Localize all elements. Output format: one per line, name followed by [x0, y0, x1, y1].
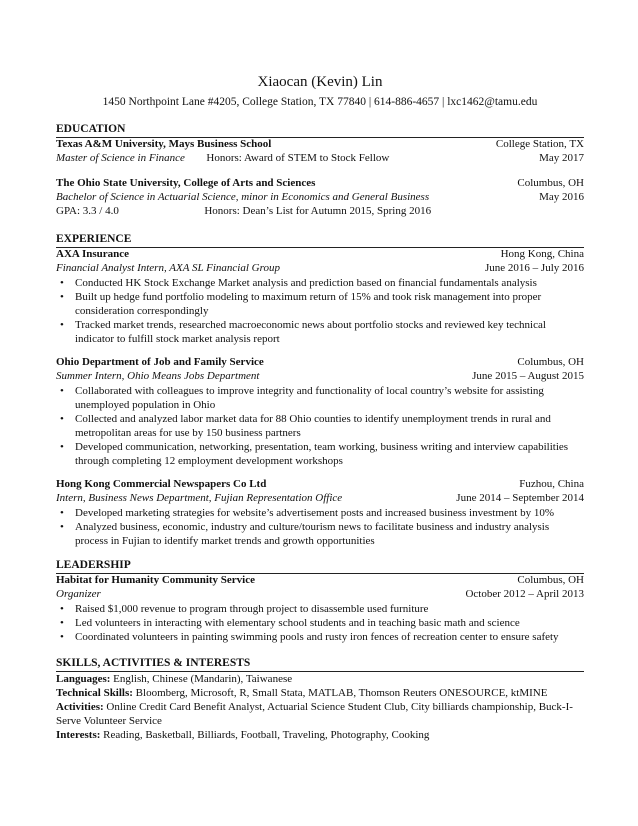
skill-technical: Technical Skills: Bloomberg, Microsoft, R, Small Stata, MATLAB, Thomson Reuters ONESOURCE, ktMINE [56, 687, 548, 699]
exp-3-detail [56, 492, 584, 505]
bullet-item: • Collaborated with colleagues to improve integrity and functionality of local country’s website for assisting unemployed population in Ohio [60, 385, 544, 411]
exp-1-org: AXA Insurance [56, 248, 130, 260]
lead-header [56, 574, 584, 587]
bullet-icon: • [60, 631, 64, 643]
experience-heading: EXPERIENCE [56, 232, 584, 248]
edu-1-degree: Master of Science in Finance [56, 152, 185, 164]
bullet-icon: • [60, 521, 64, 533]
exp-3-date: June 2014 – September 2014 [456, 492, 584, 504]
edu-1-detail [56, 152, 584, 165]
exp-2-detail [56, 370, 584, 383]
edu-1-honors: Honors: Award of STEM to Stock Fellow [206, 152, 390, 164]
bullet-item: • Tracked market trends, researched macroeconomic news about portfolio stocks and reviewed key technical indicator to fulfill stock market analysis report [60, 319, 546, 345]
bullet-item: • Analyzed business, economic, industry and culture/tourism news to facilitate business and industry analysis process in Fujian to identify market trends and growth opportunities [60, 521, 550, 547]
edu-2-date: May 2016 [539, 191, 584, 203]
bullet-icon: • [60, 617, 64, 629]
edu-1-school: Texas A&M University, Mays Business School [56, 138, 272, 150]
edu-2-gpa: GPA: 3.3 / 4.0 [56, 205, 119, 217]
lead-date: October 2012 – April 2013 [465, 588, 584, 600]
bullet-item: • Raised $1,000 revenue to program through project to disassemble used furniture [60, 603, 429, 615]
skill-languages: Languages: English, Chinese (Mandarin), Taiwanese [56, 673, 293, 685]
edu-2-school: The Ohio State University, College of Arts and Sciences [56, 177, 316, 189]
edu-2-detail [56, 191, 584, 204]
skills-heading: SKILLS, ACTIVITIES & INTERESTS [56, 656, 584, 672]
exp-2-org: Ohio Department of Job and Family Service [56, 356, 264, 368]
exp-2-date: June 2015 – August 2015 [472, 370, 584, 382]
bullet-icon: • [60, 291, 64, 303]
edu-1-location: College Station, TX [495, 138, 584, 150]
exp-3-title: Intern, Business News Department, Fujian Representation Office [56, 492, 343, 504]
exp-3-header [56, 478, 584, 491]
exp-2-location: Columbus, OH [517, 356, 584, 368]
exp-3-org: Hong Kong Commercial Newspapers Co Ltd [56, 478, 267, 490]
edu-2-extra [56, 205, 584, 218]
exp-1-title: Financial Analyst Intern, AXA SL Financial Group [56, 262, 280, 274]
exp-2-header [56, 356, 584, 369]
edu-2-honors: Honors: Dean’s List for Autumn 2015, Spring 2016 [204, 205, 432, 217]
bullet-icon: • [60, 603, 64, 615]
bullet-item: • Led volunteers in interacting with elementary school students and in teaching basic math and science [60, 617, 520, 629]
exp-1-date: June 2016 – July 2016 [485, 262, 584, 274]
exp-2-title: Summer Intern, Ohio Means Jobs Department [56, 370, 260, 382]
contact-line: 1450 Northpoint Lane #4205, College Station, TX 77840 | 614-886-4657 | lxc1462@tamu.edu [102, 96, 538, 108]
bullet-item: • Coordinated volunteers in painting swimming pools and rusty iron fences of recreation center to ensure safety [60, 631, 559, 643]
bullet-item: • Built up hedge fund portfolio modeling to maximum return of 15% and took risk management into proper consideration correspondingly [60, 291, 542, 317]
bullet-icon: • [60, 441, 64, 453]
bullet-item: • Collected and analyzed labor market data for 88 Ohio counties to identify unemployment trends in rural and metropolitan areas for use by 150 business partners [60, 413, 551, 439]
bullet-item: • Developed communication, networking, presentation, team working, business writing and interview capabilities through completing 12 employment development workshops [60, 441, 569, 467]
skill-interests: Interests: Reading, Basketball, Billiards, Football, Traveling, Photography, Cooking [56, 729, 430, 741]
resume-name: Xiaocan (Kevin) Lin [257, 74, 383, 90]
skill-activities: Activities: Online Credit Card Benefit Analyst, Actuarial Science Student Club, City billiards championship, Buck-I-Serve Volunteer Service [56, 701, 573, 727]
edu-2-location: Columbus, OH [517, 177, 584, 189]
bullet-icon: • [60, 507, 64, 519]
bullet-icon: • [60, 385, 64, 397]
exp-1-header [56, 248, 584, 261]
edu-1-date: May 2017 [539, 152, 584, 164]
edu-2-degree: Bachelor of Science in Actuarial Science, minor in Economics and General Business [56, 191, 430, 203]
bullet-item: • Conducted HK Stock Exchange Market analysis and prediction based on financial fundamentals analysis [60, 277, 537, 289]
lead-location: Columbus, OH [517, 574, 584, 586]
bullet-icon: • [60, 277, 64, 289]
bullet-icon: • [60, 319, 64, 331]
exp-3-location: Fuzhou, China [519, 478, 584, 490]
exp-1-location: Hong Kong, China [500, 248, 584, 260]
lead-title: Organizer [56, 588, 101, 600]
lead-org: Habitat for Humanity Community Service [56, 574, 256, 586]
leadership-heading: LEADERSHIP [56, 558, 584, 574]
edu-1-header [56, 138, 584, 151]
exp-1-detail [56, 262, 584, 275]
education-heading: EDUCATION [56, 122, 584, 138]
lead-detail [56, 588, 584, 601]
edu-2-header [56, 177, 584, 190]
bullet-icon: • [60, 413, 64, 425]
bullet-item: • Developed marketing strategies for website’s advertisement posts and increased business investment by 10% [60, 507, 554, 519]
